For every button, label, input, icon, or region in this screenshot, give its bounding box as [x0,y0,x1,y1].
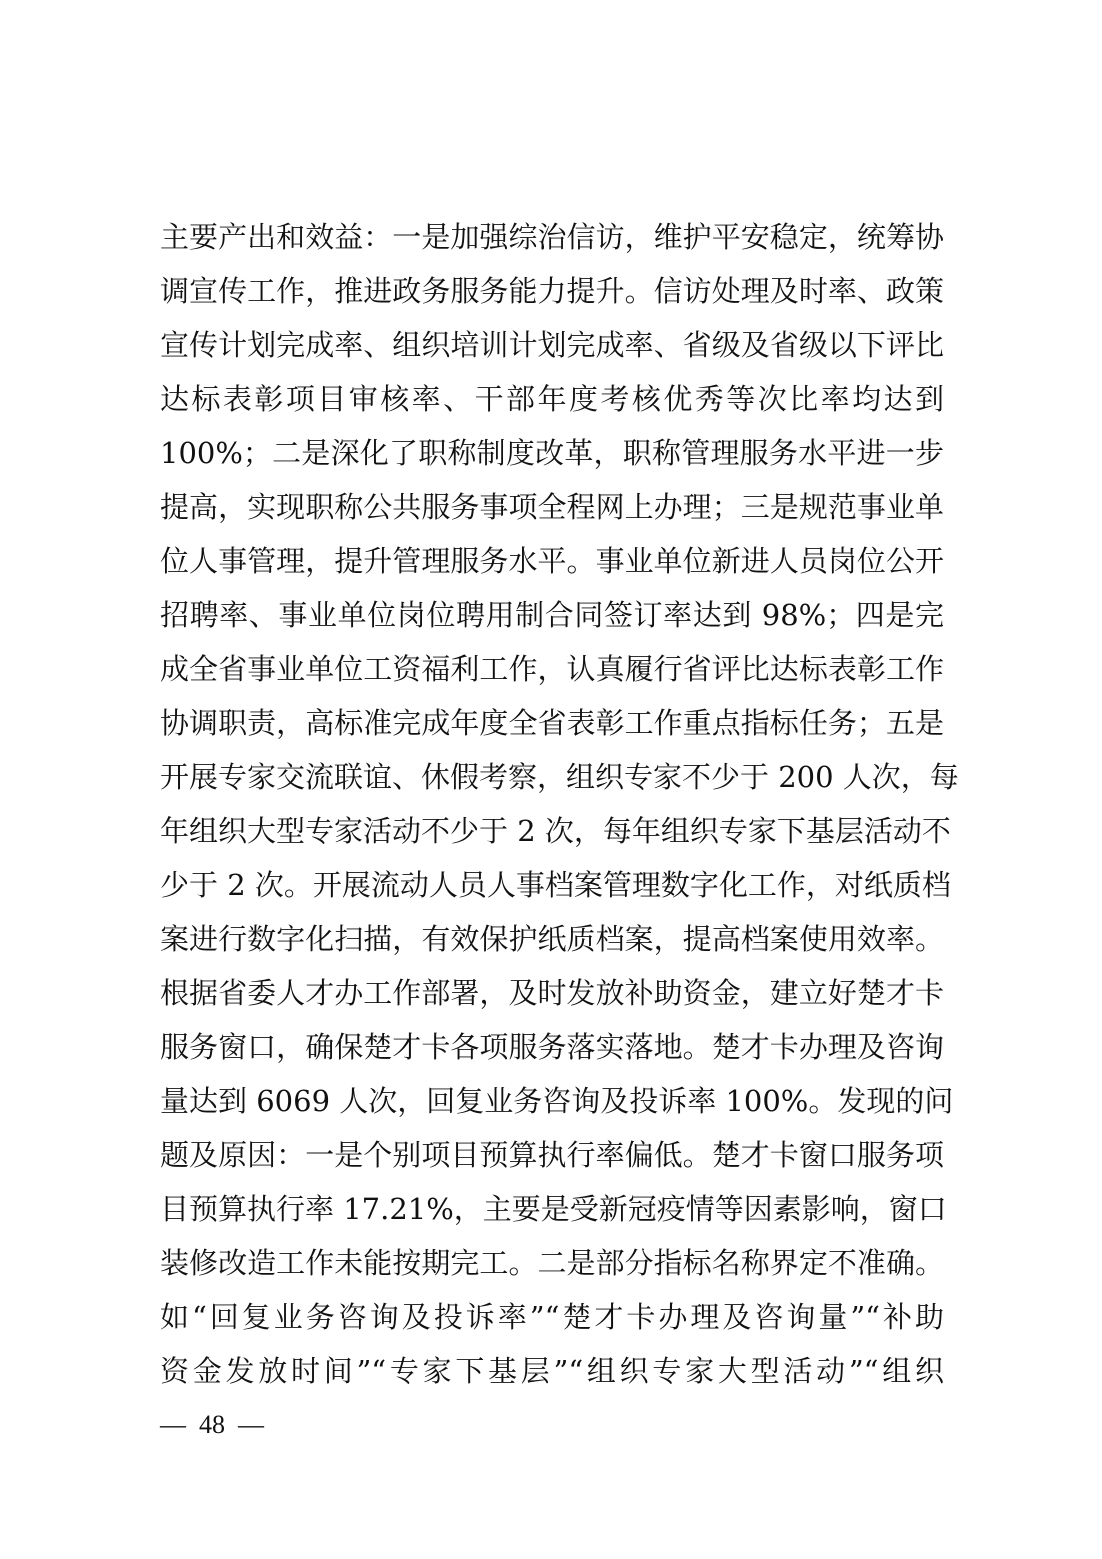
text-line: 招聘率、事业单位岗位聘用制合同签订率达到 98%；四是完 [160,598,944,632]
body-paragraph [160,210,959,1398]
text-line: 主要产出和效益：一是加强综治信访，维护平安稳定，统筹协 [160,220,944,254]
text-line: 提高，实现职称公共服务事项全程网上办理；三是规范事业单 [160,490,944,524]
text-line: 开展专家交流联谊、休假考察，组织专家不少于 200 人次，每 [160,760,959,794]
text-line: 资金发放时间”“专家下基层”“组织专家大型活动”“组织 [160,1354,944,1388]
text-line: 年组织大型专家活动不少于 2 次，每年组织专家下基层活动不 [160,814,951,848]
text-line: 成全省事业单位工资福利工作，认真履行省评比达标表彰工作 [160,652,944,686]
text-line: 服务窗口，确保楚才卡各项服务落实落地。楚才卡办理及咨询 [160,1030,944,1064]
text-line: 100%；二是深化了职称制度改革，职称管理服务水平进一步 [160,436,944,470]
text-line: 根据省委人才办工作部署，及时发放补助资金，建立好楚才卡 [160,976,944,1010]
text-line: 案进行数字化扫描，有效保护纸质档案，提高档案使用效率。 [160,922,944,956]
text-line: 协调职责，高标准完成年度全省表彰工作重点指标任务；五是 [160,706,944,740]
text-line: 如“回复业务咨询及投诉率”“楚才卡办理及咨询量”“补助 [160,1300,944,1334]
text-line: 宣传计划完成率、组织培训计划完成率、省级及省级以下评比 [160,328,944,362]
text-line: 位人事管理，提升管理服务水平。事业单位新进人员岗位公开 [160,544,944,578]
text-line: 调宣传工作，推进政务服务能力提升。信访处理及时率、政策 [160,274,944,308]
text-line: 少于 2 次。开展流动人员人事档案管理数字化工作，对纸质档 [160,868,951,902]
text-line: 目预算执行率 17.21%，主要是受新冠疫情等因素影响，窗口 [160,1192,947,1226]
text-line: 达标表彰项目审核率、干部年度考核优秀等次比率均达到 [160,382,944,416]
page-number: — 48 — [160,1410,264,1439]
text-line: 量达到 6069 人次，回复业务咨询及投诉率 100%。发现的问 [160,1084,954,1118]
text-line: 题及原因：一是个别项目预算执行率偏低。楚才卡窗口服务项 [160,1138,944,1172]
text-line: 装修改造工作未能按期完工。二是部分指标名称界定不准确。 [160,1246,944,1280]
